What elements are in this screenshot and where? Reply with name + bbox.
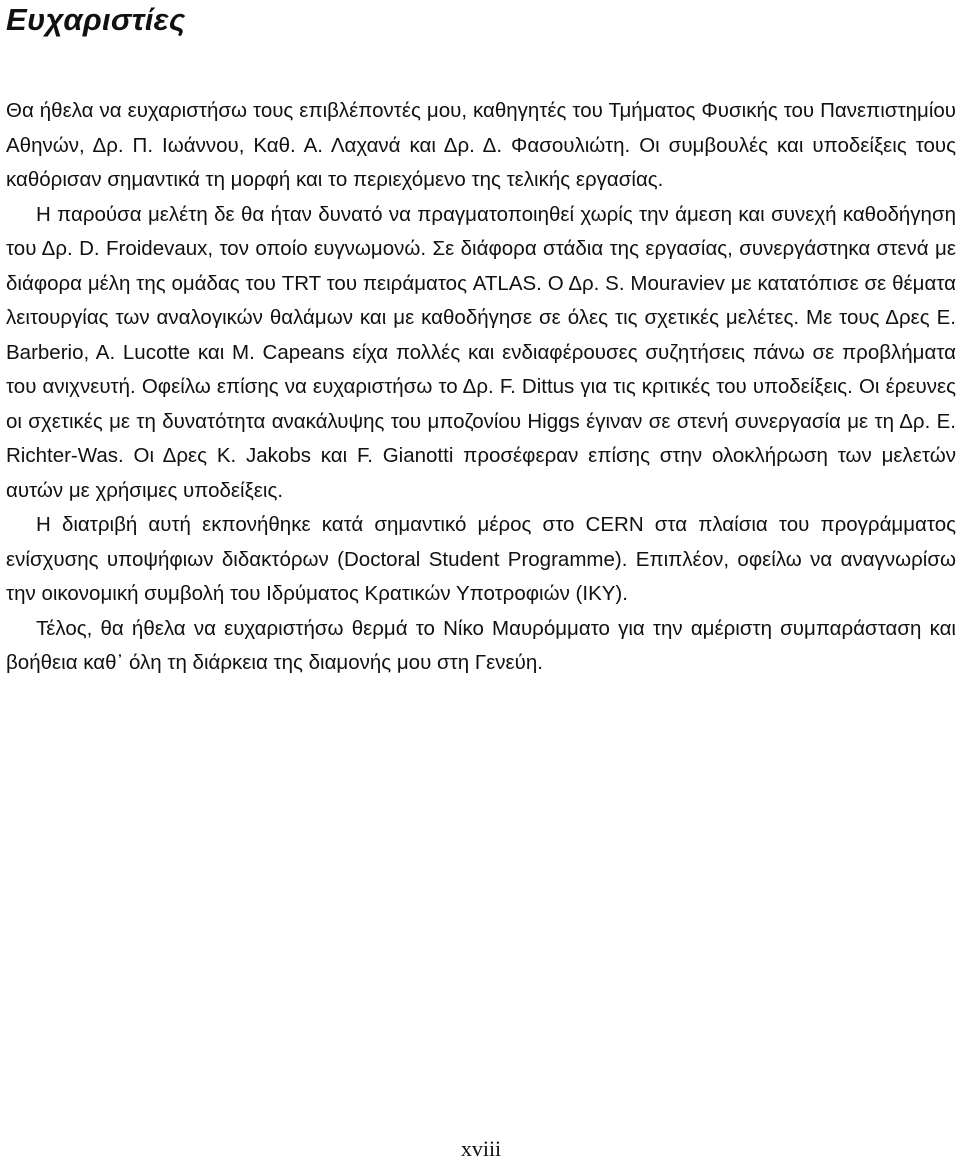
page-title: Ευχαριστίες — [6, 2, 186, 37]
paragraph-advisors: Θα ήθελα να ευχαριστήσω τους επιβλέποντές μου, καθηγητές του Τμήματος Φυσικής του Πανεπιστημίου Αθηνών, Δρ. Π. Ιωάννου, Καθ. Α. Λαχανά και Δρ. Δ. Φασουλιώτη. Οι συμβουλές και υποδείξεις τους καθόρισαν σημαντικά τη μορφή και το περιεχόμενο της τελικής εργασίας. — [6, 99, 956, 191]
document-page — [6, 0, 956, 1163]
page-number: xviii — [460, 1136, 502, 1161]
acknowledgements-body — [6, 94, 956, 681]
paragraph-collaborators: Η παρούσα μελέτη δε θα ήταν δυνατό να πραγματοποιηθεί χωρίς την άμεση και συνεχή καθοδήγηση του Δρ. D. Froidevaux, τον οποίο ευγνωμονώ. Σε διάφορα στάδια της εργασίας, συνεργάστηκα στενά με διάφορα μέλη της ομάδας του TRT του πειράματος ATLAS. Ο Δρ. S. Mouraviev με κατατόπισε σε θέματα λειτουργίας των αναλογικών θαλάμων και με καθοδήγησε σε όλες τις σχετικές μελέτες. Με τους Δρες E. Barberio, A. Lucotte και M. Capeans είχα πολλές και ενδιαφέρουσες συζητήσεις πάνω σε προβλήματα του ανιχνευτή. Οφείλω επίσης να ευχαριστήσω το Δρ. F. Dittus για τις κριτικές του υποδείξεις. Οι έρευνες οι σχετικές με τη δυνατότητα ανακάλυψης του μποζονίου Higgs έγιναν σε στενή συνεργασία με τη Δρ. E. Richter-Was. Οι Δρες K. Jakobs και F. Gianotti προσέφεραν επίσης στην ολοκλήρωση των μελετών αυτών με χρήσιμες υποδείξεις. — [6, 202, 956, 502]
paragraph-funding: Η διατριβή αυτή εκπονήθηκε κατά σημαντικό μέρος στο CERN στα πλαίσια του προγράμματος ενίσχυσης υποψήφιων διδακτόρων (Doctoral Student Programme). Επιπλέον, οφείλω να αναγνωρίσω την οικονομική συμβολή του Ιδρύματος Κρατικών Υποτροφιών (ΙΚΥ). — [6, 513, 956, 605]
paragraph-personal-thanks: Τέλος, θα ήθελα να ευχαριστήσω θερμά το Νίκο Μαυρόμματο για την αμέριστη συμπαράσταση και βοήθεια καθ᾽ όλη τη διάρκεια της διαμονής μου στη Γενεύη. — [6, 616, 956, 674]
